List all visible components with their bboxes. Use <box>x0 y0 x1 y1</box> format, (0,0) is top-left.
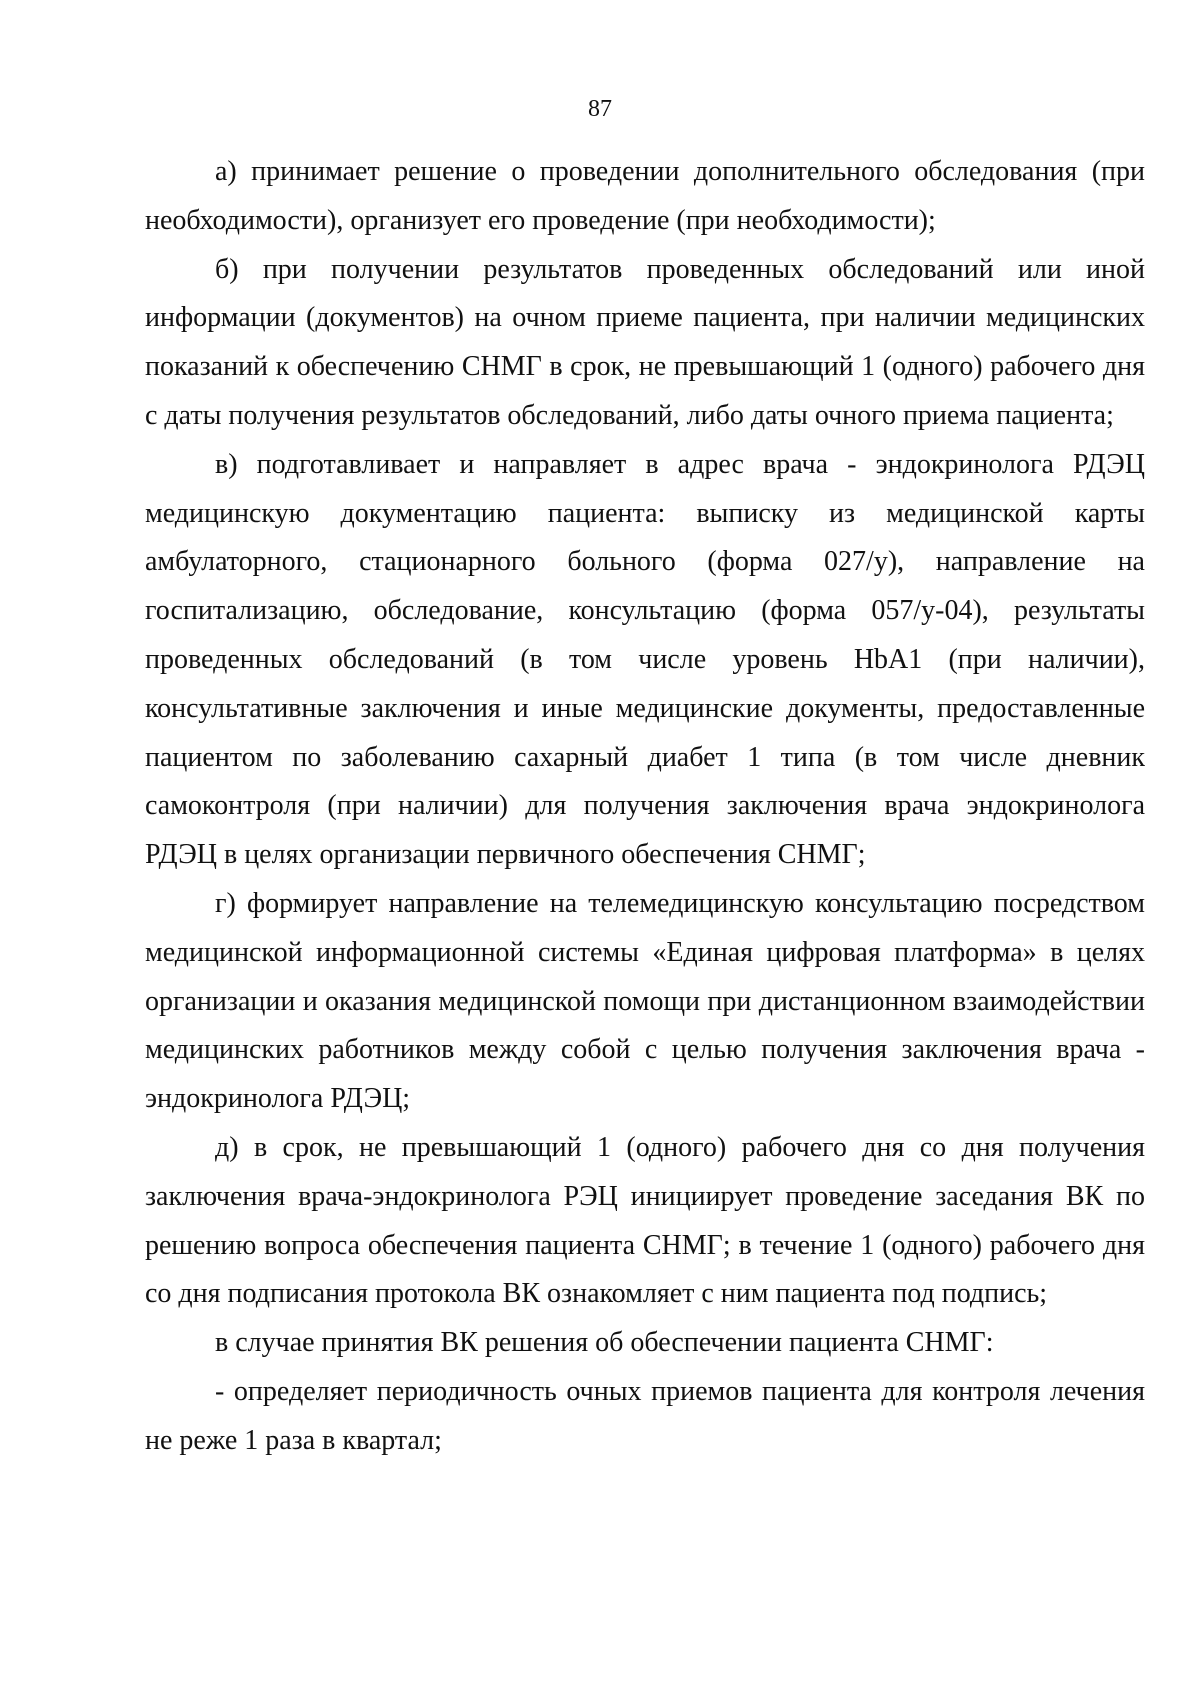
paragraph-d: д) в срок, не превышающий 1 (одного) рабочего дня со дня получения заключения врача-эндокринолога РЭЦ инициирует проведение заседания ВК по решению вопроса обеспечения пациента СНМГ; в течение 1 (одного) рабочего дня со дня подписания протокола ВК ознакомляет с ним пациента под подпись; <box>145 1131 1145 1310</box>
paragraph-a: а) принимает решение о проведении дополнительного обследования (при необходимости), организует его проведение (при необходимости); <box>145 156 1145 236</box>
paragraph-v: в) подготавливает и направляет в адрес врача - эндокринолога РДЭЦ медицинскую документацию пациента: выписку из медицинской карты амбулаторного, стационарного больного (форма 027/у), направление на госпитализацию, обследование, консультацию (форма 057/у-04), результаты проведенных обследований (в том числе уровень HbA1 (при наличии), консультативные заключения и иные медицинские документы, предоставленные пациентом по заболеванию сахарный диабет 1 типа (в том числе дневник самоконтроля (при наличии) для получения заключения врача эндокринолога РДЭЦ в целях организации первичного обеспечения СНМГ; <box>145 448 1145 871</box>
paragraph-periodicity: - определяет периодичность очных приемов пациента для контроля лечения не реже 1 раза в квартал; <box>145 1375 1145 1456</box>
paragraph-vk-decision: в случае принятия ВК решения об обеспечении пациента СНМГ: <box>215 1327 994 1359</box>
document-body <box>145 148 1145 1466</box>
page-number: 87 <box>588 96 612 122</box>
paragraph-b: б) при получении результатов проведенных обследований или иной информации (документов) на очном приеме пациента, при наличии медицинских показаний к обеспечению СНМГ в срок, не превышающий 1 (одного) рабочего дня с даты получения результатов обследований, либо даты очного приема пациента; <box>145 253 1145 431</box>
paragraph-g: г) формирует направление на телемедицинскую консультацию посредством медицинской информационной системы «Единая цифровая платформа» в целях организации и оказания медицинской помощи при дистанционном взаимодействии медицинских работников между собой с целью получения заключения врача - эндокринолога РДЭЦ; <box>145 887 1145 1115</box>
